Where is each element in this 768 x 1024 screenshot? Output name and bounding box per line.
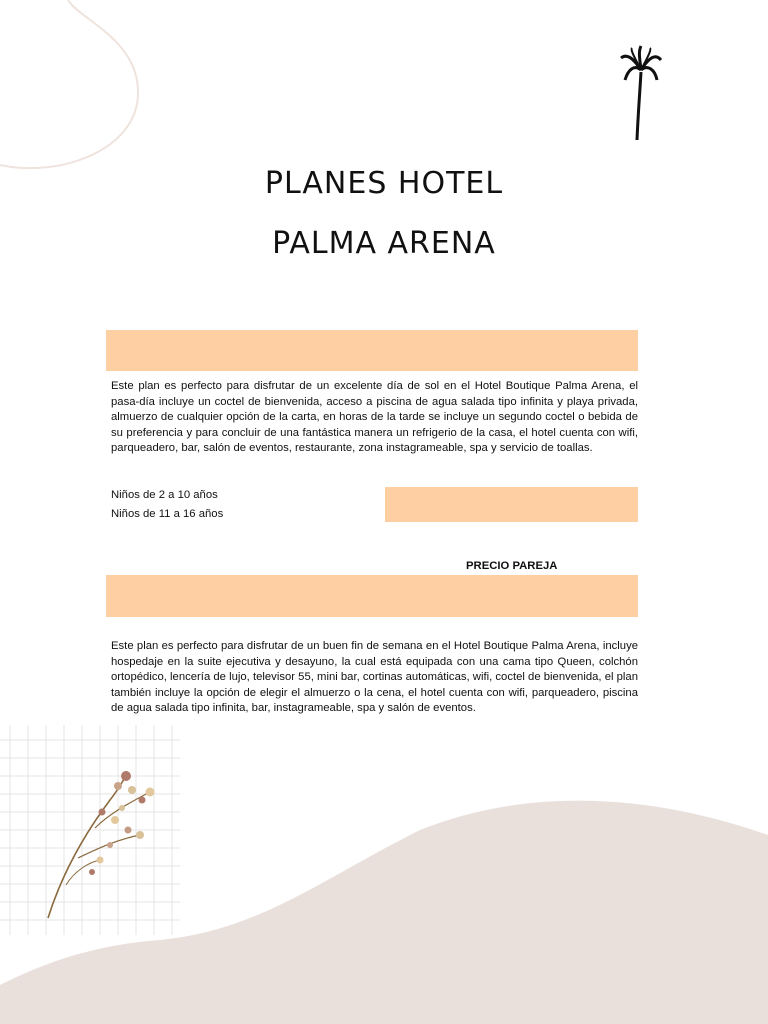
plan1-header-band: [106, 330, 638, 371]
plan1-description: Este plan es perfecto para disfrutar de un excelente día de sol en el Hotel Boutique Palma Arena, el pasa-día incluye un coctel de bienvenida, acceso a piscina de agua salada tipo infinita y playa privada, almuerzo de cualquier opción de la carta, en horas de la tarde se incluye un segundo coctel o bebida de su preferencia y para concluir de una fantástica manera un refrigerio de la casa, el hotel cuenta con wifi, parqueadero, bar, salón de eventos, restaurante, zona instagrameable, spa y servicio de toallas.: [111, 380, 638, 455]
kids-age-line1: Niños de 2 a 10 años: [111, 489, 218, 501]
sand-wave-shape: [0, 801, 768, 1024]
plan2-description: Este plan es perfecto para disfrutar de un buen fin de semana en el Hotel Boutique Palma Arena, incluye hospedaje en la suite ejecutiva y desayuno, la cual está equipada con una cama tipo Queen, colchón ortopédico, lencería de lujo, televisor 55, mini bar, cortinas automáticas, wifi, coctel de bienvenida, el plan también incluye la opción de elegir el almuerzo o la cena, el hotel cuenta con wifi, parqueadero, piscina de agua salada tipo infinita, bar, instagrameable, spa y salón de eventos.: [111, 640, 638, 715]
couple-price-label: PRECIO PAREJA: [466, 560, 558, 572]
page-title-line2: PALMA ARENA: [272, 226, 496, 261]
plan2-header-band: [106, 575, 638, 617]
palm-tree-icon: [621, 46, 661, 140]
kids-age-line2: Niños de 11 a 16 años: [111, 508, 224, 520]
page-title-line1: PLANES HOTEL: [264, 166, 504, 201]
kids-price-band: [385, 487, 638, 522]
corner-curve-line: [0, 0, 138, 168]
